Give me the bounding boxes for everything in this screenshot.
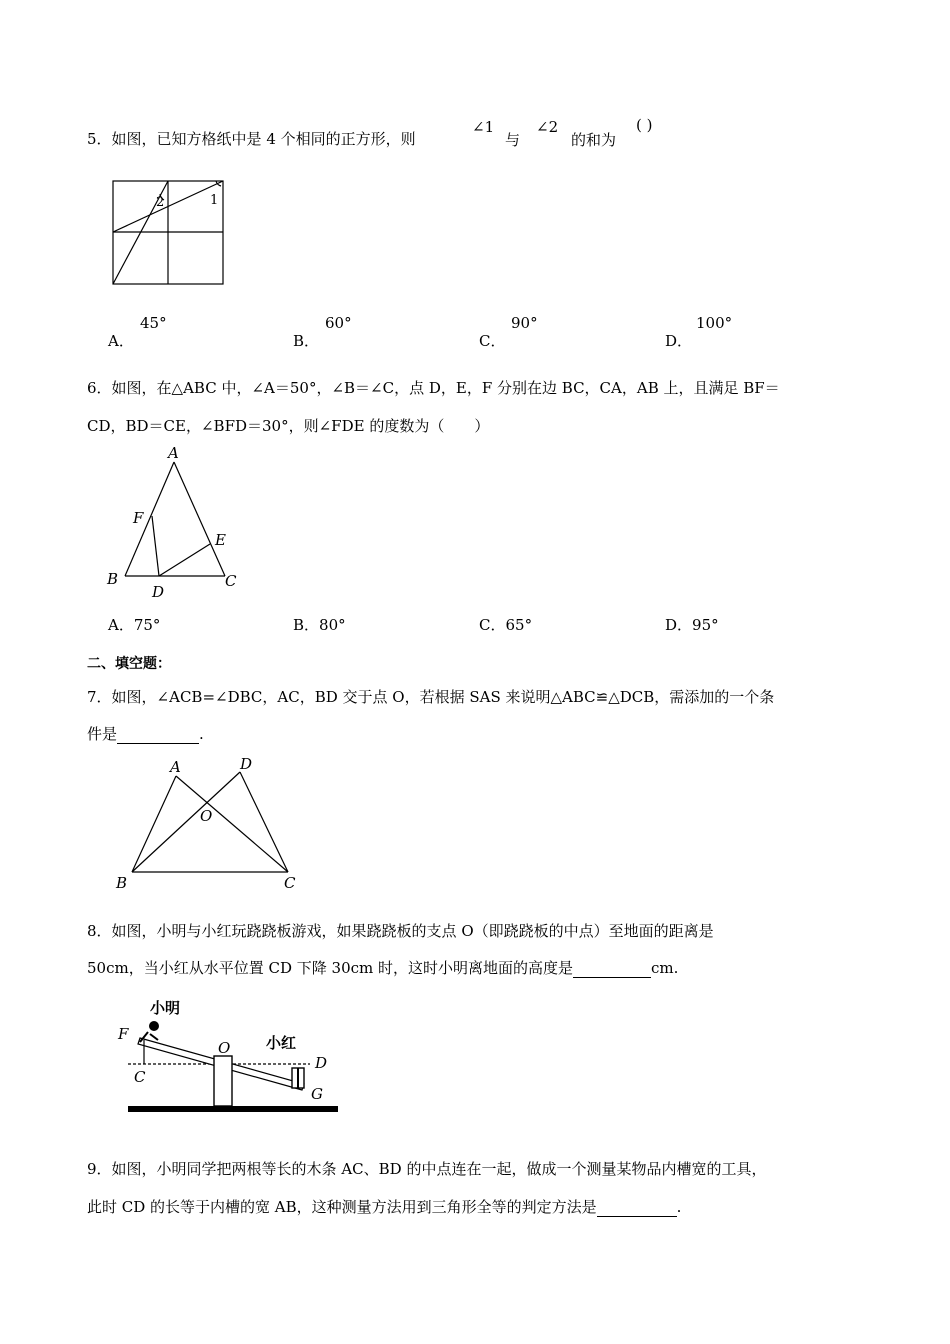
q8-stem-line2-b: cm. [651, 959, 679, 977]
q8-label-xiaoming: 小明 [150, 999, 181, 1017]
q8-answer-blank[interactable] [573, 961, 651, 978]
q6-option-c-letter: C． [479, 616, 506, 634]
section-fill-in-title: 二、填空题： [87, 656, 171, 672]
q5-stem [87, 129, 416, 149]
q6-label-f: F [133, 509, 144, 527]
q7-segment-ac [176, 776, 288, 872]
q6-option-a-value: 75° [133, 616, 161, 634]
q5-option-a-value: 45° [140, 314, 167, 332]
q5-option-b-value: 60° [325, 314, 352, 332]
q5-stem-b: 与 [505, 131, 521, 149]
q8-label-f: F [118, 1025, 129, 1043]
q5-option-a-letter[interactable]: A． [108, 332, 134, 350]
q5-angle1: ∠1 [472, 118, 495, 136]
q7-segment-bd [132, 772, 240, 872]
q5-answer-paren: ( ) [636, 116, 653, 134]
q6-segment-fd [152, 516, 159, 576]
q8-stem-line1: 8．如图，小明与小红玩跷跷板游戏，如果跷跷板的支点 O（即跷跷板的中点）至地面的距离是 [87, 922, 714, 940]
q7-side-dc [240, 772, 288, 872]
q6-side-ac [174, 462, 225, 576]
q6-option-d-value: 95° [692, 616, 719, 634]
q8-xiaoming-head [149, 1021, 159, 1031]
q7-answer-blank[interactable] [117, 727, 199, 744]
q9-stem-line1: 9．如图，小明同学把两根等长的木条 AC、BD 的中点连在一起，做成一个测量某物品内槽宽的工具， [87, 1160, 767, 1178]
q5-option-c-value: 90° [511, 314, 538, 332]
q7-label-d: D [240, 755, 253, 773]
q7-label-c: C [284, 874, 296, 892]
q7-stem-line2-b: . [199, 725, 204, 743]
q7-label-b: B [116, 874, 128, 892]
q6-label-c: C [225, 572, 237, 590]
q9-stem-line2 [87, 1197, 681, 1217]
q5-angle2: ∠2 [536, 118, 559, 136]
q5-stem-c: 的和为 [571, 131, 617, 149]
q6-option-d[interactable] [665, 615, 719, 635]
q6-triangle-figure [105, 442, 245, 602]
q6-option-b-value: 80° [319, 616, 346, 634]
q9-stem-line2-a: 此时 CD 的长等于内槽的宽 AB，这种测量方法用到三角形全等的判定方法是 [87, 1198, 597, 1216]
q6-stem-line2: CD，BD＝CE，∠BFD＝30°，则∠FDE 的度数为（ ） [87, 417, 490, 435]
q7-label-o: O [200, 807, 213, 825]
q6-label-b: B [107, 570, 119, 588]
q5-label-1: 1 [210, 193, 219, 208]
q6-option-a[interactable] [108, 615, 160, 635]
q7-figure [112, 754, 312, 892]
q6-segment-de [159, 544, 210, 576]
q8-stem-line2-a: 50cm，当小红从水平位置 CD 下降 30cm 时，这时小明离地面的高度是 [87, 959, 574, 977]
q6-option-c-value: 65° [505, 616, 533, 634]
q7-stem-line1: 7．如图，∠ACB=∠DBC，AC，BD 交于点 O，若根据 SAS 来说明△ABC≌△DCB，需添加的一个条 [87, 688, 775, 706]
q9-answer-blank[interactable] [597, 1200, 677, 1217]
q6-label-e: E [215, 531, 226, 549]
q5-option-d-value: 100° [696, 314, 733, 332]
q8-label-g: G [311, 1085, 323, 1103]
q8-label-xiaohong: 小红 [266, 1034, 297, 1052]
q6-option-b-letter: B． [293, 616, 320, 634]
q7-side-ba [132, 776, 176, 872]
q8-ground [128, 1106, 338, 1112]
q6-label-a: A [168, 444, 179, 462]
q5-label-2: 2 [156, 195, 165, 210]
q8-label-d: D [315, 1054, 328, 1072]
q7-stem-line2-a: 件是 [87, 725, 118, 743]
q5-option-c-letter[interactable]: C． [479, 332, 506, 350]
q6-option-a-letter: A． [108, 616, 134, 634]
q8-support [214, 1056, 232, 1106]
q7-label-a: A [170, 758, 181, 776]
q8-seesaw-figure [114, 996, 346, 1116]
q5-option-b-letter[interactable]: B． [293, 332, 320, 350]
q9-stem-line2-b: . [676, 1198, 682, 1216]
q8-stem-line2 [87, 958, 678, 978]
q6-option-b[interactable] [293, 615, 346, 635]
q8-label-c: C [134, 1068, 146, 1086]
q5-option-d-letter[interactable]: D． [665, 332, 693, 350]
q7-stem-line2 [87, 724, 204, 744]
q6-stem-line1: 6．如图，在△ABC 中，∠A＝50°，∠B＝∠C，点 D，E，F 分别在边 BC，CA，AB 上，且满足 BF＝ [87, 379, 780, 397]
q5-stem-a: 5．如图，已知方格纸中是 4 个相同的正方形，则 [87, 130, 416, 148]
q6-option-c[interactable] [479, 615, 532, 635]
q6-option-d-letter: D． [665, 616, 693, 634]
q6-label-d: D [152, 583, 165, 601]
q5-grid-figure [112, 180, 224, 286]
q8-label-o: O [218, 1039, 231, 1057]
